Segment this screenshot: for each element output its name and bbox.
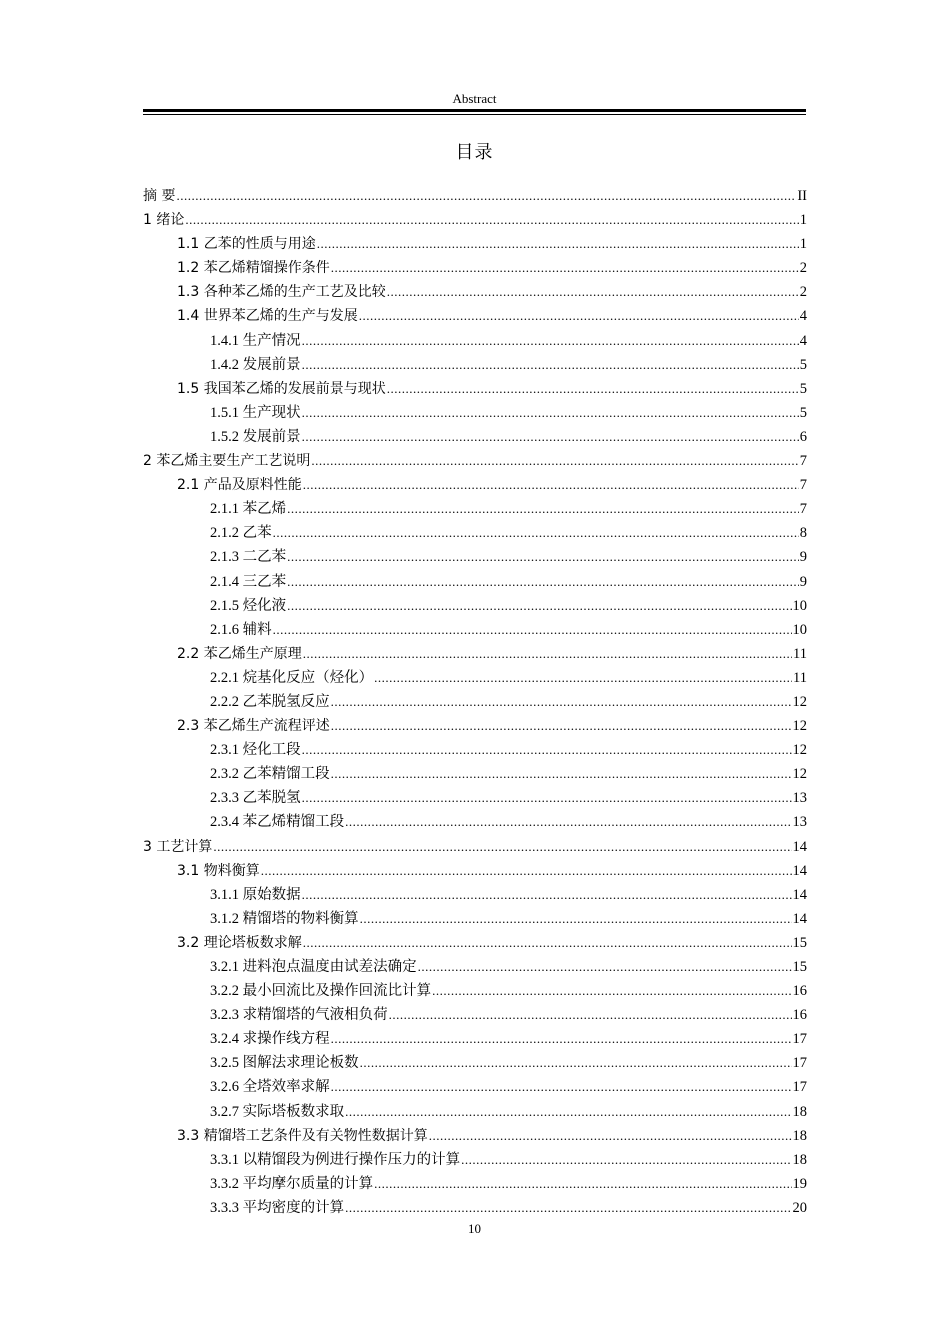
toc-entry[interactable] (143, 1196, 807, 1220)
toc-entry-page: 12 (792, 766, 807, 783)
toc-entry[interactable] (143, 1051, 807, 1075)
toc-entry-page: 17 (792, 1079, 807, 1096)
toc-entry[interactable] (143, 594, 807, 618)
toc-entry-label: 2.3.1 烃化工段 (210, 742, 301, 759)
toc-dot-leader (287, 545, 799, 569)
toc-entry[interactable] (143, 497, 807, 521)
toc-entry[interactable] (143, 883, 807, 907)
table-of-contents (143, 184, 807, 1220)
toc-entry-label: 3.3.3 平均密度的计算 (210, 1199, 345, 1216)
toc-entry-page: 16 (792, 983, 807, 1000)
toc-entry[interactable] (143, 280, 807, 304)
toc-entry-page: 15 (792, 959, 807, 975)
toc-entry-label: 2.1 产品及原料性能 (177, 477, 302, 494)
toc-entry-label: 1 绪论 (143, 212, 185, 229)
toc-entry[interactable] (143, 907, 807, 931)
toc-entry-page: 5 (799, 404, 807, 421)
toc-entry-label: 3.2.3 求精馏塔的气液相负荷 (210, 1007, 388, 1024)
toc-entry[interactable] (143, 859, 807, 883)
toc-entry-label: 1.4.1 生产情况 (210, 332, 301, 349)
toc-dot-leader (429, 1124, 792, 1148)
toc-dot-leader (176, 184, 796, 208)
toc-entry-label: 3.2.6 全塔效率求解 (210, 1079, 330, 1096)
toc-entry-label: 3.3.2 平均摩尔质量的计算 (210, 1175, 374, 1192)
toc-entry-page: 4 (799, 308, 807, 325)
toc-dot-leader (302, 883, 792, 907)
toc-dot-leader (331, 762, 792, 786)
toc-entry-label: 2.1.4 三乙苯 (210, 573, 287, 590)
toc-dot-leader (302, 353, 799, 377)
toc-dot-leader (302, 401, 799, 425)
toc-entry[interactable] (143, 714, 807, 738)
toc-entry-label: 1.5.1 生产现状 (210, 404, 301, 421)
toc-entry[interactable] (143, 377, 807, 401)
toc-dot-leader (261, 859, 792, 883)
toc-entry-label: 2 苯乙烯主要生产工艺说明 (143, 453, 311, 470)
toc-entry[interactable] (143, 835, 807, 859)
toc-entry[interactable] (143, 1172, 807, 1196)
toc-entry-label: 2.3.3 乙苯脱氢 (210, 790, 301, 807)
toc-dot-leader (331, 714, 792, 738)
toc-dot-leader (303, 931, 792, 955)
toc-entry[interactable] (143, 642, 807, 666)
toc-entry-label: 3.1.2 精馏塔的物料衡算 (210, 910, 359, 927)
toc-entry[interactable] (143, 1124, 807, 1148)
toc-entry-page: 5 (799, 356, 807, 373)
toc-entry[interactable] (143, 762, 807, 786)
toc-entry-page: 1 (799, 236, 807, 253)
toc-entry-page: 4 (799, 332, 807, 349)
toc-entry-page: 14 (792, 862, 807, 879)
toc-dot-leader (360, 907, 792, 931)
toc-entry[interactable] (143, 618, 807, 642)
toc-entry[interactable] (143, 690, 807, 714)
toc-entry[interactable] (143, 256, 807, 280)
toc-dot-leader (303, 642, 792, 666)
toc-entry-page: 11 (793, 645, 807, 662)
toc-entry-label: 2.3.2 乙苯精馏工段 (210, 766, 330, 783)
toc-entry[interactable] (143, 931, 807, 955)
toc-entry-label: 1.2 苯乙烯精馏操作条件 (177, 260, 330, 277)
toc-entry-label: 摘 要 (143, 188, 176, 204)
toc-entry-label: 1.3 各种苯乙烯的生产工艺及比较 (177, 284, 386, 301)
toc-entry-page: 9 (799, 549, 807, 566)
toc-dot-leader (317, 232, 799, 256)
toc-title: 目录 (455, 142, 494, 163)
toc-entry-page: 17 (792, 1031, 807, 1048)
toc-dot-leader (287, 497, 799, 521)
toc-entry-page: 8 (799, 525, 807, 542)
toc-entry[interactable] (143, 570, 807, 594)
toc-entry[interactable] (143, 738, 807, 762)
toc-entry-page: 11 (793, 669, 807, 686)
toc-entry-label: 2.1.2 乙苯 (210, 525, 272, 542)
toc-dot-leader (345, 1196, 791, 1220)
toc-entry-page: 12 (792, 718, 807, 735)
toc-entry[interactable] (143, 184, 807, 208)
toc-dot-leader (374, 1172, 791, 1196)
toc-entry[interactable] (143, 304, 807, 328)
toc-dot-leader (432, 979, 791, 1003)
toc-entry-label: 3.2.7 实际塔板数求取 (210, 1103, 345, 1120)
toc-entry-page: 5 (799, 380, 807, 397)
toc-entry-label: 3.2.2 最小回流比及操作回流比计算 (210, 983, 432, 1000)
toc-entry-page: 12 (792, 693, 807, 710)
toc-entry-page: 15 (792, 934, 807, 951)
toc-entry[interactable] (143, 1075, 807, 1099)
toc-entry-label: 1.1 乙苯的性质与用途 (177, 236, 316, 253)
toc-entry-page: 13 (792, 790, 807, 807)
toc-entry[interactable] (143, 1003, 807, 1027)
toc-entry[interactable] (143, 449, 807, 473)
toc-entry[interactable] (143, 1148, 807, 1172)
toc-dot-leader (303, 473, 799, 497)
toc-entry-label: 2.3 苯乙烯生产流程评述 (177, 718, 330, 735)
toc-entry[interactable] (143, 232, 807, 256)
toc-entry-label: 3.2.4 求操作线方程 (210, 1031, 330, 1048)
toc-entry[interactable] (143, 955, 807, 979)
toc-entry-page: 9 (799, 573, 807, 590)
toc-entry[interactable] (143, 666, 807, 690)
toc-dot-leader (418, 955, 792, 979)
toc-dot-leader (302, 329, 799, 353)
toc-dot-leader (287, 570, 799, 594)
toc-entry-label: 3.3.1 以精馏段为例进行操作压力的计算 (210, 1151, 461, 1168)
toc-entry-label: 2.1.5 烃化液 (210, 597, 287, 614)
toc-entry[interactable] (143, 545, 807, 569)
toc-entry-page: 13 (792, 814, 807, 831)
toc-entry-label: 1.4 世界苯乙烯的生产与发展 (177, 308, 358, 325)
toc-dot-leader (331, 690, 792, 714)
toc-entry-label: 2.1.6 辅料 (210, 621, 272, 638)
toc-dot-leader (185, 208, 798, 232)
toc-entry-label: 3 工艺计算 (143, 838, 213, 855)
toc-entry-page: 14 (792, 910, 807, 927)
toc-entry[interactable] (143, 1100, 807, 1124)
running-header: Abstract (452, 91, 497, 106)
header-rule-thin (143, 114, 806, 115)
toc-entry-label: 2.3.4 苯乙烯精馏工段 (210, 814, 345, 831)
toc-entry-page: 7 (799, 477, 807, 494)
toc-dot-leader (360, 1051, 792, 1075)
toc-entry-page: 10 (792, 597, 807, 614)
toc-entry-page: II (797, 188, 807, 204)
toc-entry-label: 3.2.5 图解法求理论板数 (210, 1055, 359, 1072)
toc-entry-label: 3.3 精馏塔工艺条件及有关物性数据计算 (177, 1127, 428, 1144)
toc-entry-label: 3.2.1 进料泡点温度由试差法确定 (210, 959, 417, 975)
toc-dot-leader (461, 1148, 791, 1172)
toc-entry[interactable] (143, 208, 807, 232)
toc-dot-leader (213, 835, 791, 859)
toc-dot-leader (345, 1100, 791, 1124)
toc-entry-label: 2.1.3 二乙苯 (210, 549, 287, 566)
toc-entry-page: 14 (792, 886, 807, 903)
toc-entry[interactable] (143, 810, 807, 834)
toc-dot-leader (302, 738, 792, 762)
toc-entry-page: 18 (792, 1151, 807, 1168)
toc-entry-page: 2 (799, 260, 807, 277)
toc-entry-label: 3.2 理论塔板数求解 (177, 934, 302, 951)
toc-entry[interactable] (143, 1027, 807, 1051)
toc-entry-page: 17 (792, 1055, 807, 1072)
header-rule-thick (143, 109, 806, 112)
toc-entry[interactable] (143, 786, 807, 810)
toc-dot-leader (387, 280, 799, 304)
toc-entry-page: 14 (792, 838, 807, 855)
toc-dot-leader (331, 256, 799, 280)
toc-dot-leader (273, 618, 792, 642)
toc-entry-page: 18 (792, 1103, 807, 1120)
toc-entry-label: 1.5.2 发展前景 (210, 428, 301, 445)
toc-entry[interactable] (143, 979, 807, 1003)
toc-entry-label: 2.2.1 烷基化反应（烃化） (210, 669, 374, 686)
toc-entry-page: 16 (792, 1007, 807, 1024)
toc-entry-label: 3.1.1 原始数据 (210, 886, 301, 903)
toc-entry[interactable] (143, 329, 807, 353)
toc-entry-label: 1.5 我国苯乙烯的发展前景与现状 (177, 380, 386, 397)
toc-entry[interactable] (143, 521, 807, 545)
toc-entry-page: 18 (792, 1127, 807, 1144)
toc-dot-leader (387, 377, 799, 401)
toc-dot-leader (311, 449, 798, 473)
toc-entry[interactable] (143, 401, 807, 425)
toc-dot-leader (374, 666, 792, 690)
toc-entry[interactable] (143, 353, 807, 377)
toc-entry-page: 7 (799, 453, 807, 470)
toc-entry-label: 3.1 物料衡算 (177, 862, 260, 879)
toc-dot-leader (302, 425, 799, 449)
toc-entry-page: 12 (792, 742, 807, 759)
toc-entry-page: 6 (799, 428, 807, 445)
toc-dot-leader (302, 786, 792, 810)
toc-entry-page: 20 (792, 1199, 807, 1216)
toc-dot-leader (359, 304, 799, 328)
toc-entry-label: 2.2 苯乙烯生产原理 (177, 645, 302, 662)
toc-dot-leader (331, 1075, 792, 1099)
toc-dot-leader (389, 1003, 792, 1027)
toc-entry-page: 10 (792, 621, 807, 638)
toc-entry-label: 2.2.2 乙苯脱氢反应 (210, 693, 330, 710)
toc-entry-label: 2.1.1 苯乙烯 (210, 501, 287, 518)
toc-entry[interactable] (143, 425, 807, 449)
toc-entry-page: 7 (799, 501, 807, 518)
toc-dot-leader (273, 521, 799, 545)
toc-dot-leader (345, 810, 791, 834)
toc-entry-page: 1 (799, 212, 807, 229)
toc-entry-page: 19 (792, 1175, 807, 1192)
toc-entry[interactable] (143, 473, 807, 497)
toc-entry-page: 2 (799, 284, 807, 301)
toc-dot-leader (331, 1027, 792, 1051)
page-number: 10 (468, 1221, 481, 1236)
toc-entry-label: 1.4.2 发展前景 (210, 356, 301, 373)
toc-dot-leader (287, 594, 791, 618)
